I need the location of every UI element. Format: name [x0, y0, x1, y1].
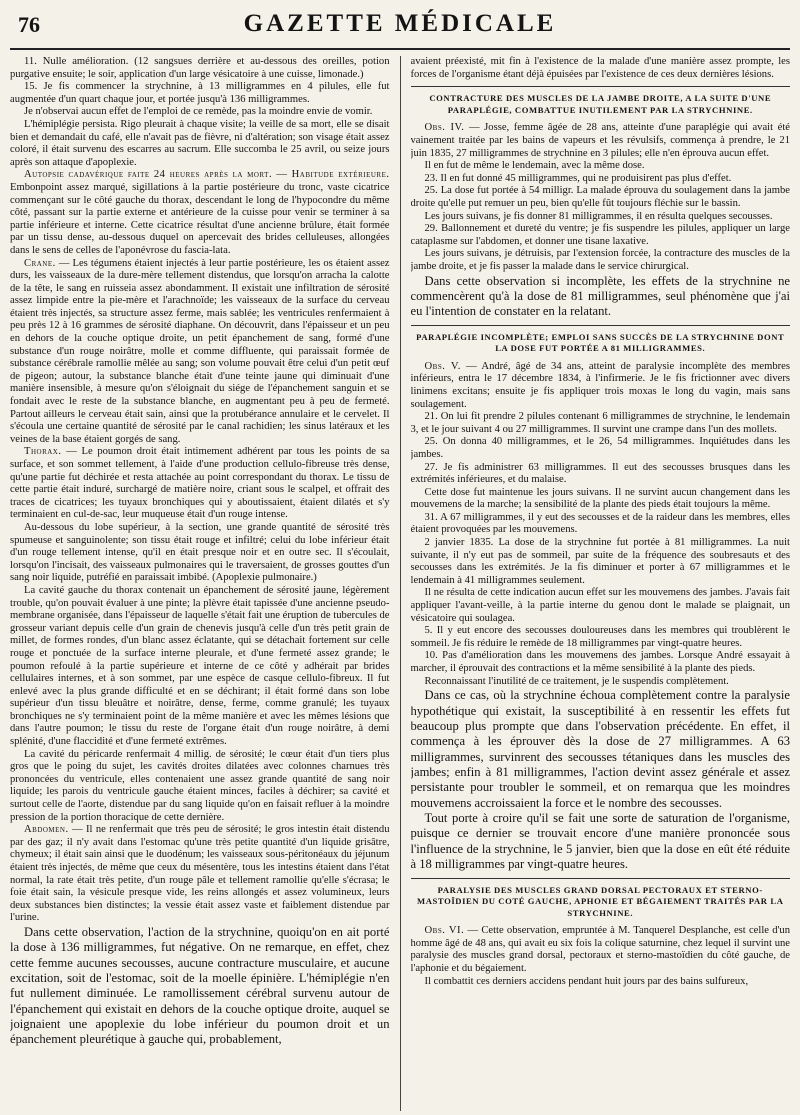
paragraph-text: Les jours suivans, je fis donner 81 milligrammes, il en résulta quelques secousses.: [424, 210, 773, 222]
section-heading-obs-iv: CONTRACTURE DES MUSCLES DE LA JAMBE DROITE, A LA SUITE D'UNE PARAPLÉGIE, COMBATTUE INUTILEMENT PAR LA STRYCHNINE.: [429, 93, 772, 115]
paragraph-text: Embonpoint assez marqué, sigillations à la partie postérieure du tronc, vaste cicatrice commençant sur le côté gauche du thorax, descendant le long de l'hypocondre du même côté, passant sur la partie externe et antérieure de la cuisse pour venir se terminer à sa partie inférieure et interne. Cette cicatrice résultat d'une ancienne brûlure, était formée par un tissu dense, au-dessous duquel on apercevait des brides celluleuses, allongées dans le sens de celles de l'aponévrose du fascia-lata.: [10, 181, 390, 256]
paragraph-text: Il combattit ces derniers accidens pendant huit jours par des bains sulfureux,: [424, 975, 749, 987]
paragraph: [411, 122, 791, 160]
paragraph: [411, 811, 791, 872]
paragraph: [411, 676, 791, 689]
paragraph: [10, 446, 390, 522]
paragraph-text: Reconnaissant l'inutilité de ce traitement, je le suspendis complètement.: [424, 675, 729, 687]
paragraph-text: 2 janvier 1835. La dose de la strychnine fut portée à 81 milligrammes. La nuit suivante, il n'y eut pas de sommeil, par suite de la fréquence des soubresauts et des secousses dans les extrémités. Je la fis diminuer et porter à 67 milligrammes et le lendemain à 41 milligrammes seulement.: [410, 537, 790, 586]
paragraph: [411, 436, 791, 461]
paragraph-text: — Il ne renfermait que très peu de sérosité; le gros intestin était distendu par des gaz; il n'y avait dans l'estomac qu'une très petite quantité d'un liquide grisâtre, chymeux; il était sain ainsi que le duodénum; les vaisseaux sous-péritonéaux du jéjunum étaient très injectés, de même que ceux du mésentère, tous les intestins étaient dans l'état normal, la rate était très petite, d'un rouge pâle et tellement ramollie qu'elle s'écrasa; le foie était sain, la vésicule presque vide, les reins allongés et assez volumineux, leurs deux substances bien distinctes; la vessie était assez vaste et faiblement distendue par l'urine.: [10, 824, 390, 924]
paragraph-text: La cavité du péricarde renfermait 4 millig. de sérosité; le cœur était d'un tiers plus gros que le poing du sujet, les cavités droites dilatées avec colonnes charnues très prononcées du ventricule, elles contenaient une assez grande quantité de sang noir liquide; les parois du ventricule gauche étaient minces, faciles à déchirer; sa cavité et surtout celle de l'aorte, distendue par du sang liquide qu'on en faisait refluer à la moindre pression de la portion thoracique de cette dernière.: [10, 748, 390, 823]
paragraph-text: Dans ce cas, où la strychnine échoua complètement contre la paralysie hypothétique qui existait, la susceptibilité à en ressentir les effets fut beaucoup plus prompte que dans l'observation précédente. En effet, il commença à les éprouver dès la dose de 27 milligrammes. A 63 milligrammes, survinrent des secousses tétaniques dans les muscles des jambes; enfin à 81 milligrammes, l'action devint assez générale et assez persistante pour troubler le sommeil, et on remarqua que les moindres mouvemens accroissaient la force et le nombre des secousses.: [410, 688, 790, 810]
paragraph-text: — Josse, femme âgée de 28 ans, atteinte d'une paraplégie qui avait été vainement traitée par les bains de vapeurs et les révulsifs, commença à prendre, le 21 juin 1835, 27 milligrammes de strychnine en 3 pilules; elle n'en éprouva aucun effet.: [410, 122, 790, 159]
observation-v: [411, 361, 791, 873]
paragraph-text: Je n'observai aucun effet de l'emploi de ce remède, pas la moindre envie de vomir.: [24, 106, 373, 118]
paragraph: [411, 411, 791, 436]
paragraph-text: Cette dose fut maintenue les jours suivans. Il ne survint aucun changement dans les mouvemens de la marche; la sensibilité de la plante des pieds était toujours la même.: [410, 486, 790, 511]
paragraph: [10, 749, 390, 825]
paragraph-text: 29. Ballonnement et dureté du ventre; je fis suspendre les pilules, appliquer un large cataplasme sur l'abdomen, et donner une tisane laxative.: [410, 223, 790, 247]
continued-paragraph: avaient préexisté, mit fin à l'existence de la malade d'une manière assez prompte, les forces de l'organisme étant déjà épuisées par l'existence de ces deux dernières lésions.: [410, 56, 790, 80]
paragraph: [411, 248, 791, 273]
left-column: [10, 56, 390, 1111]
paragraph: [411, 512, 791, 537]
paragraph: [411, 487, 791, 512]
paragraph-text: 11. Nulle amélioration. (12 sangsues derrière et au-dessous des oreilles, potion purgative ensuite; le soir, application d'un large vésicatoire à une cuisse, limonade.): [10, 56, 390, 80]
paragraph-text: Tout porte à croire qu'il se fait une sorte de saturation de l'organisme, puisque ce dernier se trouvait encore d'une manière prononcée sous l'influence de la strychnine, le 5 janvier, bien que la dose en eût été réduite à 18 milligrammes par vingt-quatre heures.: [410, 811, 790, 872]
paragraph-lead: Autopsie cadavérique faite 24 heures après la mort. — Habitude extérieure.: [24, 169, 390, 181]
paragraph-lead: Obs. V.: [424, 360, 461, 372]
paragraph-text: Il ne résulta de cette indication aucun effet sur les mouvemens des jambes. J'avais fait appliquer l'avant-veille, à la partie interne du genou dont le malade se plaignait, un vésicatoire qui soulagea.: [410, 587, 790, 624]
observation-iv: [411, 122, 791, 319]
paragraph-text: 25. On donna 40 milligrammes, et le 26, 54 milligrammes. Inquiétudes dans les jambes.: [410, 436, 790, 460]
paragraph-text: — Cette observation, empruntée à M. Tanquerel Desplanche, est celle d'un homme âgé de 48 ans, qui avait eu six fois la colique saturnine, chez lequel il survint une paralysie des muscles grand dorsal, pectoraux et sterno-mastoïdien du côté gauche, de l'aphonie et du bégaiement.: [410, 925, 790, 975]
paragraph-lead: Obs. VI.: [424, 925, 465, 937]
paragraph-text: 15. Je fis commencer la strychnine, à 13 milligrammes en 4 pilules, elle fut augmentée d'un quart chaque jour, et portée jusqu'à 136 milligrammes.: [10, 81, 390, 105]
paragraph: [411, 173, 791, 186]
section-heading-obs-v: PARAPLÉGIE INCOMPLÈTE; EMPLOI SANS SUCCÈS DE LA STRYCHNINE DONT LA DOSE FUT PORTÉE A 81 MILLIGRAMMES.: [416, 331, 785, 354]
paragraph: [411, 650, 791, 675]
paragraph-text: Dans cette observation, l'action de la strychnine, quoiqu'on en ait porté la dose à 136 milligrammes, fut négative. On ne remarque, en effet, chez cette femme aucunes secousses, aucune contracture musculaire, et aucune excitation, soit de l'estomac, soit de la moelle épinière. L'hémiplégie n'en fut nullement diminuée. Le ramollissement cérébral survenu autour de l'épanchement qui existait en dehors de la couche optique droite, auquel se joignaient une apoplexie du lobe inférieur du poumon droit et un épanchement pleurétique à gauche qui, probablement,: [10, 924, 390, 1047]
paragraph-text: — Les tégumens étaient injectés à leur partie postérieure, les os étaient assez durs, les vaisseaux de la dure-mère tellement distendus, que lorsqu'on arracha la calotte de la tête, le sang en ruisseia assez abondamment. Il existait une infiltration de sérosité assez limpide entre la pie-mère et l'arachnoïde; les vaisseaux de la surface du cerveau étaient très injectés, sa structure assez ferme, mais sablée; les ventricules renfermaient à peu près 12 à 16 grammes de sérosité diaphane. On découvrit, dans l'épaisseur et un peu en dehors de la couche optique droite, un petit épanchement de sang, formé d'une substance d'un rouge noirâtre, molle et comme diffluente, qui paraissait formée de substance cérébrale ramollie mêlée au sang; son volume pouvait être celui d'un petit œuf de pigeon; autour, la substance blanche était d'une teinte jaune qui diminuait d'une manière insensible, à mesure qu'on s'éloignait du siége de l'épanchement sanguin et se fondait avec le reste de la substance blanche, en augmentant peu à peu de fermeté. Partout ailleurs le cerveau était sain, ainsi que la protubérance annulaire et le cervelet. Il s'écoula une certaine quantité de sérosité par le canal rachidien; les sinus latéraux et les veines de la base étaient gorgés de sang.: [10, 257, 390, 445]
paragraph-lead: Abdomen.: [24, 824, 69, 836]
paragraph: [411, 625, 791, 650]
paragraph: [10, 106, 390, 119]
paragraph: [10, 925, 390, 1048]
paragraph-text: L'hémiplégie persista. Rigo pleurait à chaque visite; la veille de sa mort, elle se disait bien et demandait du café, elle n'avait pas de fièvre, ni d'altération; son visage était assez coloré, il était survenu des escarres au sacrum. Elle succomba le 25 avril, ou seize jours après son attaque d'apoplexie.: [10, 118, 390, 168]
paragraph: [411, 976, 791, 989]
section-heading-obs-vi: PARALYSIE DES MUSCLES GRAND DORSAL PECTORAUX ET STERNO-MASTOÏDIEN DU COTÉ GAUCHE, APHONIE ET BÉGAIEMENT TRAITÉS PAR LA STRYCHNINE.: [417, 884, 784, 918]
paragraph: [411, 925, 791, 975]
paragraph-lead: Obs. IV.: [424, 122, 465, 134]
paragraph-text: Les jours suivans, je détruisis, par l'extension forcée, la contracture des muscles de la jambe droite, et je fis passer la malade dans le service chirurgical.: [410, 248, 790, 272]
paragraph-lead: Thorax.: [24, 446, 62, 458]
paragraph-text: 23. Il en fut donné 45 milligrammes, qui ne produisirent pas plus d'effet.: [424, 172, 732, 184]
text-columns: [10, 56, 790, 1111]
section-rule: [411, 878, 791, 879]
paragraph: [10, 258, 390, 447]
paragraph-text: 31. A 67 milligrammes, il y eut des secousses et de la raideur dans les membres, elles étaient provoquées par les mouvemens.: [410, 511, 790, 536]
paragraph-text: 5. Il y eut encore des secousses douloureuses dans les membres qui troublèrent le sommeil. Je fis réduire le remède de 18 milligrammes par vingt-quatre heures.: [410, 625, 790, 649]
paragraph: [10, 522, 390, 585]
paragraph: [411, 274, 791, 320]
paragraph: [10, 824, 390, 925]
paragraph-lead: Crane.: [24, 257, 56, 269]
section-rule: [411, 325, 791, 326]
section-rule: [411, 86, 791, 87]
paragraph: [411, 185, 791, 210]
paragraph: [411, 537, 791, 587]
paragraph-text: 10. Pas d'amélioration dans les mouvemens des jambes. Lorsque André essayait à marcher, il éprouvait des contractions et la même sensibilité à la plante des pieds.: [410, 650, 790, 675]
paragraph: [10, 81, 390, 106]
paragraph: [411, 211, 791, 224]
paragraph: [10, 585, 390, 749]
paragraph-text: — André, âgé de 34 ans, atteint de paralysie incomplète des membres inférieurs, entra le 17 décembre 1834, à l'infirmerie. Je le fis frictionner avec divers linimens excitans; ensuite je fis appliquer trois moxas le long du vagin, mais sans soulagement.: [410, 360, 790, 410]
page-header: [10, 8, 790, 50]
paragraph: [411, 462, 791, 487]
paragraph-text: 21. On lui fit prendre 2 pilules contenant 6 milligrammes de strychnine, le lendemain 3, et le jour suivant 4 ou 27 milligrammes. Il survint une crampe dans l'un des mollets.: [410, 411, 790, 435]
paragraph: [10, 56, 390, 81]
paragraph-text: 27. Je fis administrer 63 milligrammes. Il eut des secousses brusques dans les extrémités inférieures, et du malaise.: [410, 461, 790, 486]
paragraph-text: Dans cette observation si incomplète, les effets de la strychnine ne commencèrent qu'à la dose de 81 milligrammes, seul phénomène que j'ai eu l'intention de constater en la relatant.: [410, 273, 790, 319]
paragraph: [10, 119, 390, 169]
paragraph-text: Il en fut de même le lendemain, avec la même dose.: [424, 160, 645, 172]
paragraph-text: La cavité gauche du thorax contenait un épanchement de sérosité jaune, légèrement trouble, qu'on pouvait évaluer à une pinte; la plèvre était tapissée d'une ancienne pseudo-membrane organisée, dans l'épaisseur de laquelle s'était fait une éruption de tubercules de grosseur variant depuis celle d'un grain de chenevis jusqu'à celle d'un très petit grain de millet, de formes rondes, d'un blanc assez éclatante, qui se détachait fortement sur celle rouge et ponctuée de la surface interne pleurale, et d'une fermeté assez grande; le poumon refoulé à la partie supérieure et interne de ce côté y adhérait par brides cellulaires internes, et à son sommet, par une espèce de casque cellulo-fibreux. Il fut enlevé avec la plus grande difficulté et en se déchirant; il était formé dans son lobe supérieur d'un tissu bleuâtre et noirâtre, dense, ferme, comme granulé; les tuyaux bronchiques ne s'y terminaient point de la même manière et avec les mêmes lésions que dans l'autre poumon; le tissu du reste de l'organe était d'un rouge noirâtre, à demi splénité, d'une flaccidité et d'une fermeté extrêmes.: [10, 584, 390, 748]
paragraph: [411, 361, 791, 411]
paragraph: [411, 688, 791, 811]
paragraph-text: Au-dessous du lobe supérieur, à la section, une grande quantité de sérosité très spumeuse et sanguinolente; son tissu était rouge et infiltré; celui du lobe inférieur était d'un rouge tellement intense, qu'il en était presque noir et en outre sec. Il s'écoulait, lorsqu'on l'incisait, des vaisseaux pulmonaires qui le traversaient, de grosses gouttes d'un sang noir liquide, putréfié en paraissait imbibé. (Apoplexie pulmonaire.): [10, 521, 390, 584]
observation-vi: [411, 925, 791, 988]
paragraph: [411, 223, 791, 248]
right-column: [411, 56, 791, 1111]
paragraph: [411, 160, 791, 173]
paragraph-text: 25. La dose fut portée à 54 milligr. La malade éprouva du soulagement dans la jambe droite qu'elle put remuer un peu, bien qu'elle fût toujours fléchie sur le bassin.: [410, 185, 790, 209]
paragraph-text: — Le poumon droit était intimement adhérent par tous les points de sa surface, et son sommet tellement, à l'aide d'une production cellulo-fibreuse très dense, qu'une partie fut déchirée et resta attachée au point correspondant du thorax. Le tissu de cette partie était induré, surchargé de matière noire, criant sous le scalpel, et offrait des traces de cicatrices; les tuyaux bronchiques qui y aboutissaient, étaient dilatés et s'y terminaient en cul-de-sac, leur muqueuse était d'un rouge intense.: [10, 446, 390, 521]
paragraph: [411, 587, 791, 625]
paragraph: [10, 169, 390, 257]
column-divider: [400, 56, 401, 1111]
journal-title: GAZETTE MÉDICALE: [243, 10, 557, 37]
page-number: 76: [18, 12, 40, 37]
